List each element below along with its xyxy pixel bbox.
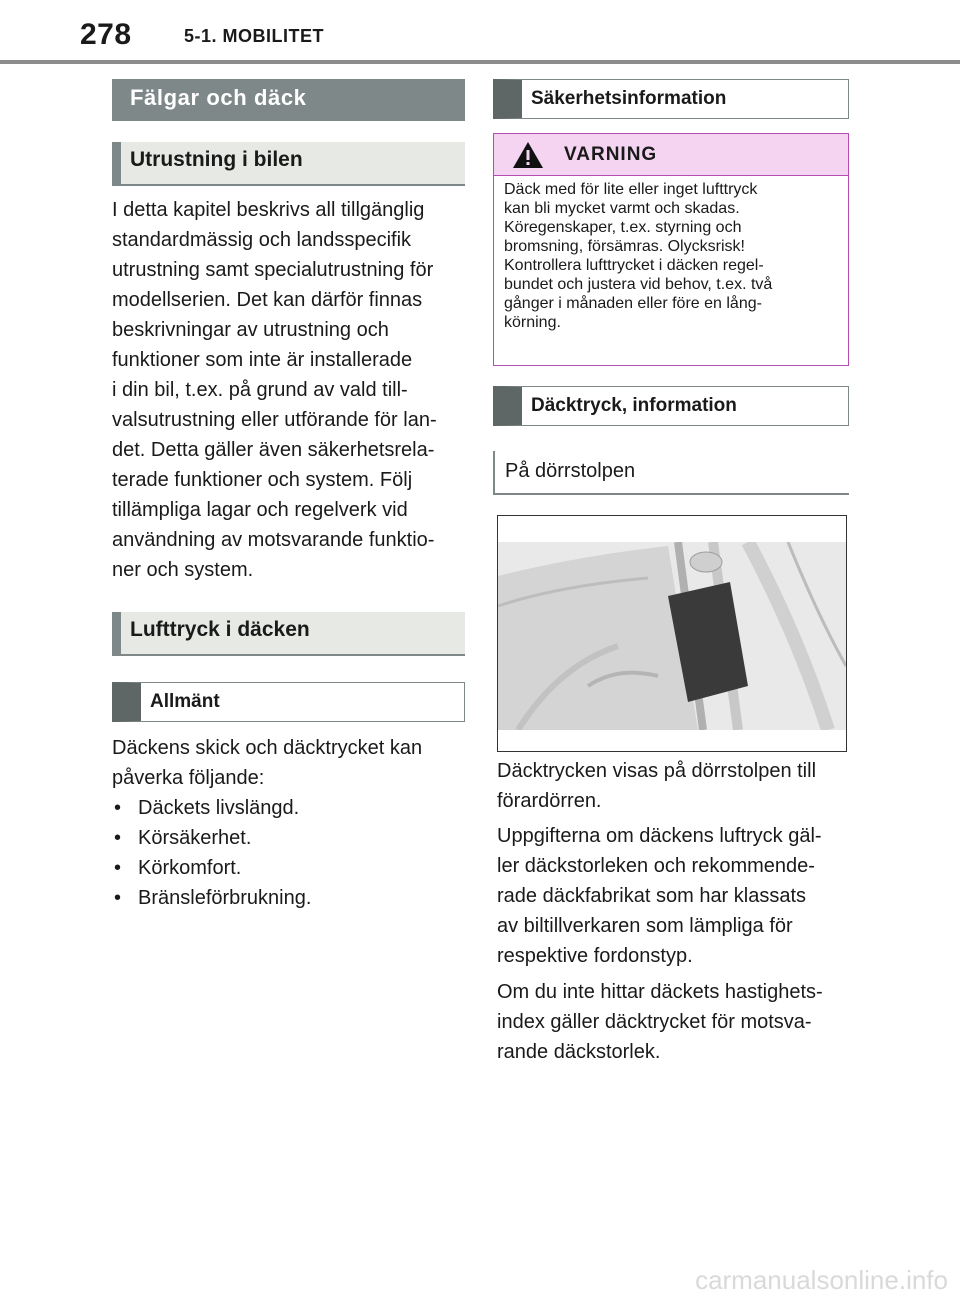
text-line: index gäller däcktrycket för motsva- bbox=[497, 1011, 812, 1033]
text-line: utrustning samt specialutrustning för bbox=[112, 259, 434, 281]
warning-line: Kontrollera lufttrycket i däcken regel- bbox=[504, 257, 764, 274]
warning-line: kan bli mycket varmt och skadas. bbox=[504, 200, 740, 217]
text-line: det. Detta gäller även säkerhetsrela- bbox=[112, 439, 435, 461]
sub-label-dorrstolpen: På dörrstolpen bbox=[493, 451, 849, 495]
text-line: användning av motsvarande funktio- bbox=[112, 529, 435, 551]
warning-text bbox=[494, 176, 848, 332]
page-number: 278 bbox=[80, 18, 132, 51]
main-heading: Fälgar och däck bbox=[112, 79, 465, 121]
list-item: • Bränsleförbrukning. bbox=[112, 883, 465, 913]
text-line: tillämpliga lagar och regelverk vid bbox=[112, 499, 408, 521]
warning-box bbox=[493, 133, 849, 366]
warning-line: körning. bbox=[504, 314, 561, 331]
text-line: terade funktioner och system. Följ bbox=[112, 469, 413, 491]
list-item: • Däckets livslängd. bbox=[112, 793, 465, 823]
text-line: Om du inte hittar däckets hastighets- bbox=[497, 981, 823, 1003]
warning-line: bromsning, försämras. Olycksrisk! bbox=[504, 238, 745, 255]
text-line: Däcktrycken visas på dörrstolpen till bbox=[497, 760, 817, 782]
text-line: av biltillverkaren som lämpliga för bbox=[497, 915, 793, 937]
warning-line: Däck med för lite eller inget lufttryck bbox=[504, 181, 758, 198]
text-line: valsutrustning eller utförande för lan- bbox=[112, 409, 437, 431]
text-line: ner och system. bbox=[112, 559, 254, 581]
sub-heading-utrustning: Utrustning i bilen bbox=[112, 142, 465, 186]
topic-sakerhetsinformation: Säkerhetsinformation bbox=[493, 79, 849, 119]
text-line: rande däckstorlek. bbox=[497, 1041, 661, 1063]
general-paragraph bbox=[112, 733, 465, 793]
text-line: respektive fordonstyp. bbox=[497, 945, 693, 967]
watermark: carmanualsonline.info bbox=[695, 1265, 948, 1295]
speed-index-paragraph bbox=[497, 977, 853, 1067]
topic-allmant: Allmänt bbox=[112, 682, 465, 722]
text-line: Uppgifterna om däckens luftryck gäl- bbox=[497, 825, 822, 847]
text-line: beskrivningar av utrustning och bbox=[112, 319, 389, 341]
topic-dacktryck: Däcktryck, information bbox=[493, 386, 849, 426]
text-line: I detta kapitel beskrivs all tillgänglig bbox=[112, 199, 425, 221]
door-pillar-illustration bbox=[497, 515, 847, 752]
door-pillar-image bbox=[498, 516, 846, 751]
warning-line: gånger i månaden eller före en lång- bbox=[504, 295, 762, 312]
sub-heading-lufttryck: Lufttryck i däcken bbox=[112, 612, 465, 656]
warning-triangle-icon bbox=[512, 141, 544, 169]
warning-line: bundet och justera vid behov, t.ex. två bbox=[504, 276, 773, 293]
warning-line: Köregenskaper, t.ex. styrning och bbox=[504, 219, 742, 236]
text-line: funktioner som inte är installerade bbox=[112, 349, 413, 371]
text-line: i din bil, t.ex. på grund av vald till- bbox=[112, 379, 408, 401]
section-title: 5-1. MOBILITET bbox=[184, 26, 325, 46]
list-item: • Körsäkerhet. bbox=[112, 823, 465, 853]
bullet-list bbox=[112, 793, 465, 913]
list-item: • Körkomfort. bbox=[112, 853, 465, 883]
text-line: förardörren. bbox=[497, 790, 602, 812]
text-line: Däckens skick och däcktrycket kan bbox=[112, 737, 423, 759]
text-line: modellserien. Det kan därför finnas bbox=[112, 289, 423, 311]
warning-title: VARNING bbox=[564, 143, 658, 165]
text-line: ler däckstorleken och rekommende- bbox=[497, 855, 815, 877]
text-line: påverka följande: bbox=[112, 767, 265, 789]
info-paragraph bbox=[497, 821, 853, 971]
text-line: standardmässig och landsspecifik bbox=[112, 229, 412, 251]
intro-paragraph bbox=[112, 195, 465, 585]
text-line: rade däckfabrikat som har klassats bbox=[497, 885, 807, 907]
header-divider bbox=[0, 60, 960, 64]
warning-header bbox=[494, 134, 848, 176]
door-paragraph bbox=[497, 756, 853, 816]
